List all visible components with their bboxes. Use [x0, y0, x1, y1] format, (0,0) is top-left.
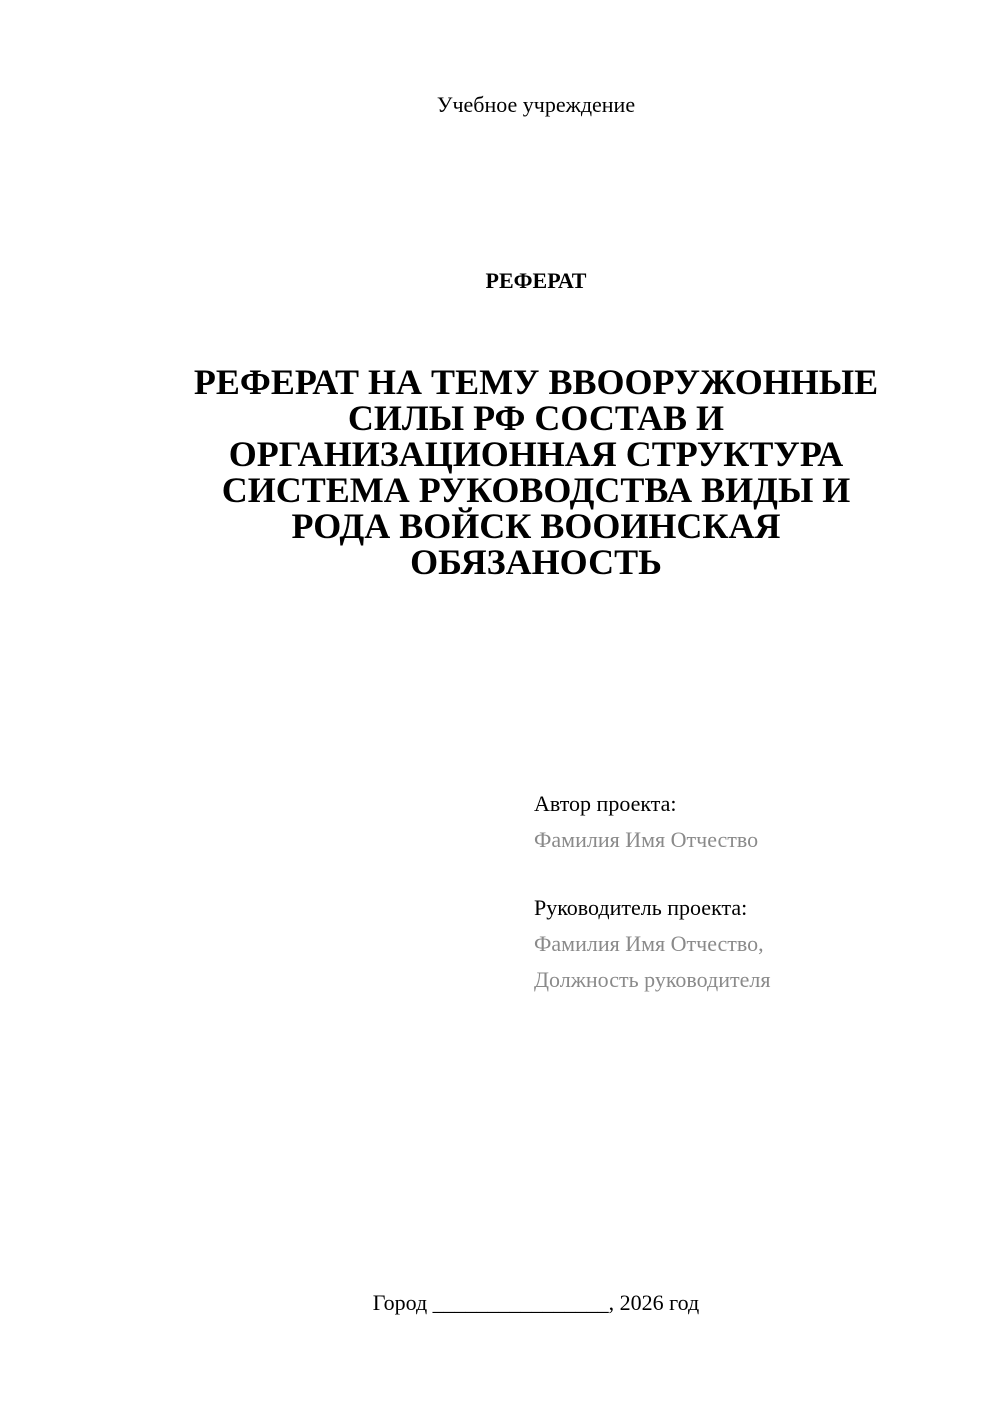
supervisor-name: Фамилия Имя Отчество,	[534, 931, 764, 956]
supervisor-position: Должность руководителя	[534, 967, 771, 992]
supervisor-label: Руководитель проекта:	[534, 895, 748, 920]
institution-name: Учебное учреждение	[436, 92, 636, 117]
author-label: Автор проекта:	[534, 791, 677, 816]
title-line: СИСТЕМА РУКОВОДСТВА ВИДЫ И	[221, 470, 851, 510]
credits-block	[534, 786, 974, 998]
title-line: РОДА ВОЙСК ВООИНСКАЯ	[291, 506, 781, 546]
spacer	[534, 858, 974, 890]
document-type: РЕФЕРАТ	[485, 268, 587, 293]
title-line: РЕФЕРАТ НА ТЕМУ ВВООРУЖОННЫЕ	[193, 362, 879, 402]
city-year-line: Город ________________, 2026 год	[372, 1290, 700, 1315]
title-line: ОРГАНИЗАЦИОННАЯ СТРУКТУРА	[228, 434, 844, 474]
title-line: СИЛЫ РФ СОСТАВ И	[347, 398, 725, 438]
title-line: ОБЯЗАНОСТЬ	[410, 542, 662, 582]
author-name: Фамилия Имя Отчество	[534, 827, 759, 852]
document-title	[150, 364, 922, 580]
